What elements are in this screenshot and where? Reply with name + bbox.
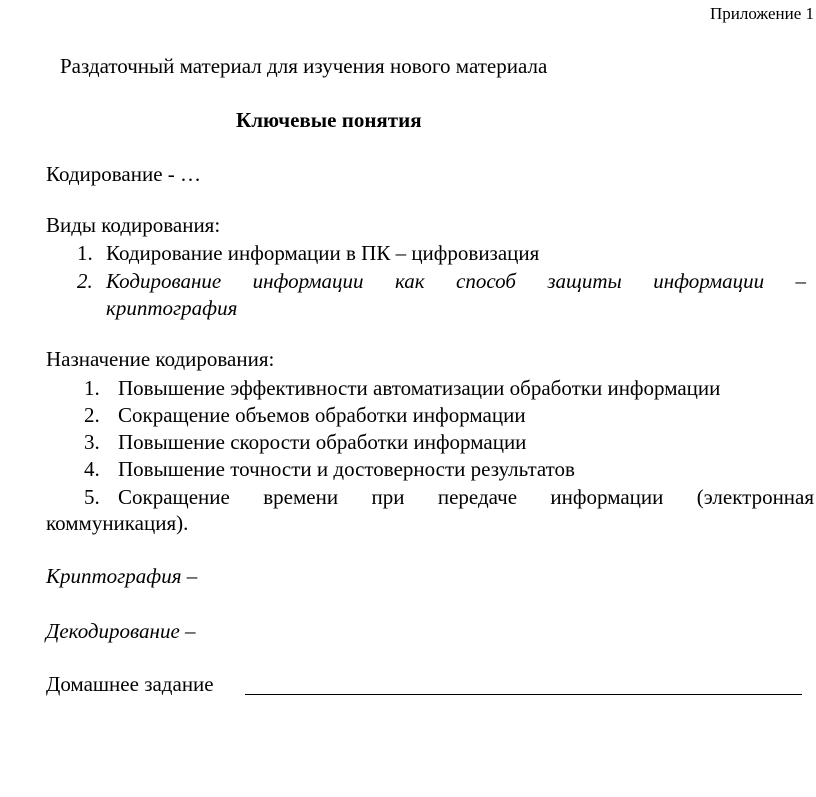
list-number: 2. bbox=[77, 269, 93, 293]
word: Кодирование bbox=[106, 269, 222, 293]
word: защиты bbox=[547, 269, 622, 293]
list-number: 2. bbox=[84, 403, 100, 427]
coding-definition: Кодирование - … bbox=[46, 162, 202, 186]
list-number: 1. bbox=[84, 376, 100, 400]
list-item-continuation: криптография bbox=[106, 296, 238, 320]
list-item-continuation: коммуникация). bbox=[46, 511, 189, 535]
coding-types-heading: Виды кодирования: bbox=[46, 213, 221, 237]
list-item: Повышение точности и достоверности результатов bbox=[118, 457, 575, 481]
word: – bbox=[795, 269, 807, 293]
homework-label: Домашнее задание bbox=[46, 672, 214, 696]
appendix-label: Приложение 1 bbox=[710, 4, 814, 23]
list-item: Кодирование информации в ПК – цифровизация bbox=[106, 241, 540, 265]
list-item-justified bbox=[106, 269, 806, 294]
handout-title: Раздаточный материал для изучения нового материала bbox=[60, 54, 548, 78]
list-number: 5. bbox=[84, 485, 100, 509]
list-item: Повышение скорости обработки информации bbox=[118, 430, 527, 454]
list-item: Сокращение объемов обработки информации bbox=[118, 403, 526, 427]
word: передаче bbox=[437, 485, 518, 509]
word: способ bbox=[456, 269, 516, 293]
word: информации bbox=[252, 269, 364, 293]
cryptography-dash: – bbox=[181, 564, 198, 588]
cryptography-term: Криптография bbox=[46, 564, 182, 588]
word: при bbox=[371, 485, 405, 509]
coding-purpose-heading: Назначение кодирования: bbox=[46, 347, 275, 371]
decoding-term: Декодирование bbox=[46, 619, 180, 643]
decoding-dash: – bbox=[179, 619, 196, 643]
list-item-justified bbox=[118, 485, 814, 510]
word: Сокращение bbox=[118, 485, 230, 509]
decoding-term-line bbox=[46, 619, 196, 644]
list-item: Повышение эффективности автоматизации обработки информации bbox=[118, 376, 721, 400]
key-concepts-title: Ключевые понятия bbox=[236, 108, 422, 132]
word: как bbox=[394, 269, 425, 293]
cryptography-term-line bbox=[46, 564, 197, 589]
word: времени bbox=[263, 485, 339, 509]
list-number: 1. bbox=[77, 241, 93, 265]
word: (электронная bbox=[696, 485, 815, 509]
list-number: 3. bbox=[84, 430, 100, 454]
word: информации bbox=[550, 485, 664, 509]
homework-answer-line bbox=[245, 694, 802, 695]
list-number: 4. bbox=[84, 457, 100, 481]
word: информации bbox=[653, 269, 765, 293]
